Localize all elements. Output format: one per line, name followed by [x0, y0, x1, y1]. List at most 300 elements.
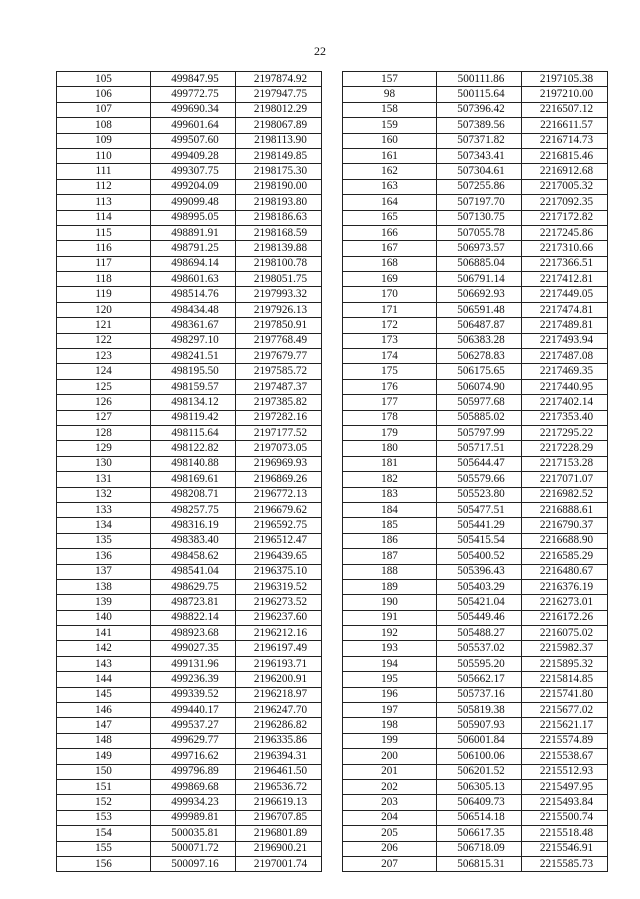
x-coordinate-cell: 505885.02 — [437, 410, 522, 425]
x-coordinate-cell: 506383.28 — [437, 333, 522, 348]
y-coordinate-cell: 2197282.16 — [236, 410, 322, 425]
y-coordinate-cell: 2215574.89 — [522, 733, 608, 748]
point-id-cell: 203 — [343, 795, 437, 810]
point-id-cell: 143 — [57, 656, 151, 671]
point-id-cell: 167 — [343, 241, 437, 256]
table-row — [57, 856, 322, 871]
point-id-cell: 206 — [343, 841, 437, 856]
y-coordinate-cell: 2215982.37 — [522, 641, 608, 656]
y-coordinate-cell: 2197947.75 — [236, 87, 322, 102]
x-coordinate-cell: 505977.68 — [437, 395, 522, 410]
table-row — [343, 425, 608, 440]
y-coordinate-cell: 2215493.84 — [522, 795, 608, 810]
point-id-cell: 157 — [343, 72, 437, 87]
y-coordinate-cell: 2196900.21 — [236, 841, 322, 856]
y-coordinate-cell: 2197926.13 — [236, 302, 322, 317]
point-id-cell: 195 — [343, 672, 437, 687]
table-row — [343, 133, 608, 148]
point-id-cell: 149 — [57, 749, 151, 764]
y-coordinate-cell: 2197874.92 — [236, 72, 322, 87]
x-coordinate-cell: 506815.31 — [437, 856, 522, 871]
table-row — [57, 841, 322, 856]
table-row — [57, 810, 322, 825]
x-coordinate-cell: 498257.75 — [151, 502, 236, 517]
point-id-cell: 182 — [343, 472, 437, 487]
y-coordinate-cell: 2216273.01 — [522, 595, 608, 610]
y-coordinate-cell: 2196592.75 — [236, 518, 322, 533]
x-coordinate-cell: 498891.91 — [151, 225, 236, 240]
y-coordinate-cell: 2217245.86 — [522, 225, 608, 240]
x-coordinate-cell: 505396.43 — [437, 564, 522, 579]
x-coordinate-cell: 505537.02 — [437, 641, 522, 656]
point-id-cell: 200 — [343, 749, 437, 764]
table-row — [343, 456, 608, 471]
y-coordinate-cell: 2217469.35 — [522, 364, 608, 379]
point-id-cell: 174 — [343, 349, 437, 364]
y-coordinate-cell: 2196512.47 — [236, 533, 322, 548]
y-coordinate-cell: 2196200.91 — [236, 672, 322, 687]
table-row — [57, 564, 322, 579]
table-row — [343, 826, 608, 841]
table-row — [343, 641, 608, 656]
y-coordinate-cell: 2216714.73 — [522, 133, 608, 148]
y-coordinate-cell: 2217172.82 — [522, 210, 608, 225]
x-coordinate-cell: 506973.57 — [437, 241, 522, 256]
point-id-cell: 128 — [57, 425, 151, 440]
y-coordinate-cell: 2217228.29 — [522, 441, 608, 456]
y-coordinate-cell: 2215677.02 — [522, 703, 608, 718]
point-id-cell: 131 — [57, 472, 151, 487]
table-row — [57, 656, 322, 671]
x-coordinate-cell: 505737.16 — [437, 687, 522, 702]
point-id-cell: 186 — [343, 533, 437, 548]
point-id-cell: 153 — [57, 810, 151, 825]
x-coordinate-cell: 506409.73 — [437, 795, 522, 810]
point-id-cell: 125 — [57, 379, 151, 394]
point-id-cell: 165 — [343, 210, 437, 225]
point-id-cell: 160 — [343, 133, 437, 148]
point-id-cell: 138 — [57, 579, 151, 594]
y-coordinate-cell: 2197487.37 — [236, 379, 322, 394]
x-coordinate-cell: 506278.83 — [437, 349, 522, 364]
y-coordinate-cell: 2198051.75 — [236, 272, 322, 287]
table-row — [57, 456, 322, 471]
point-id-cell: 126 — [57, 395, 151, 410]
table-row — [343, 287, 608, 302]
x-coordinate-cell: 498434.48 — [151, 302, 236, 317]
table-row — [343, 102, 608, 117]
y-coordinate-cell: 2196439.65 — [236, 549, 322, 564]
x-coordinate-cell: 506591.48 — [437, 302, 522, 317]
table-row — [57, 641, 322, 656]
y-coordinate-cell: 2216480.67 — [522, 564, 608, 579]
y-coordinate-cell: 2217487.08 — [522, 349, 608, 364]
coordinate-table-right — [342, 71, 608, 872]
x-coordinate-cell: 499629.77 — [151, 733, 236, 748]
table-row — [343, 764, 608, 779]
table-row — [57, 795, 322, 810]
table-row — [57, 749, 322, 764]
y-coordinate-cell: 2198175.30 — [236, 164, 322, 179]
table-row — [343, 733, 608, 748]
point-id-cell: 192 — [343, 626, 437, 641]
y-coordinate-cell: 2197679.77 — [236, 349, 322, 364]
point-id-cell: 116 — [57, 241, 151, 256]
y-coordinate-cell: 2196461.50 — [236, 764, 322, 779]
y-coordinate-cell: 2215741.80 — [522, 687, 608, 702]
table-row — [343, 564, 608, 579]
y-coordinate-cell: 2196247.70 — [236, 703, 322, 718]
x-coordinate-cell: 505477.51 — [437, 502, 522, 517]
table-row — [343, 395, 608, 410]
table-row — [343, 610, 608, 625]
y-coordinate-cell: 2215895.32 — [522, 656, 608, 671]
x-coordinate-cell: 507371.82 — [437, 133, 522, 148]
y-coordinate-cell: 2198193.80 — [236, 195, 322, 210]
y-coordinate-cell: 2215585.73 — [522, 856, 608, 871]
x-coordinate-cell: 505400.52 — [437, 549, 522, 564]
table-row — [343, 256, 608, 271]
point-id-cell: 152 — [57, 795, 151, 810]
point-id-cell: 124 — [57, 364, 151, 379]
x-coordinate-cell: 498122.82 — [151, 441, 236, 456]
point-id-cell: 177 — [343, 395, 437, 410]
point-id-cell: 194 — [343, 656, 437, 671]
x-coordinate-cell: 498791.25 — [151, 241, 236, 256]
point-id-cell: 173 — [343, 333, 437, 348]
x-coordinate-cell: 506885.04 — [437, 256, 522, 271]
y-coordinate-cell: 2217402.14 — [522, 395, 608, 410]
point-id-cell: 150 — [57, 764, 151, 779]
y-coordinate-cell: 2196273.52 — [236, 595, 322, 610]
x-coordinate-cell: 498195.50 — [151, 364, 236, 379]
x-coordinate-cell: 499690.34 — [151, 102, 236, 117]
point-id-cell: 178 — [343, 410, 437, 425]
x-coordinate-cell: 505907.93 — [437, 718, 522, 733]
y-coordinate-cell: 2196319.52 — [236, 579, 322, 594]
table-row — [57, 210, 322, 225]
table-row — [343, 148, 608, 163]
x-coordinate-cell: 498541.04 — [151, 564, 236, 579]
table-row — [57, 349, 322, 364]
x-coordinate-cell: 498241.51 — [151, 349, 236, 364]
x-coordinate-cell: 506718.09 — [437, 841, 522, 856]
x-coordinate-cell: 498115.64 — [151, 425, 236, 440]
x-coordinate-cell: 499236.39 — [151, 672, 236, 687]
y-coordinate-cell: 2196286.82 — [236, 718, 322, 733]
x-coordinate-cell: 498822.14 — [151, 610, 236, 625]
point-id-cell: 171 — [343, 302, 437, 317]
table-row — [343, 533, 608, 548]
point-id-cell: 187 — [343, 549, 437, 564]
y-coordinate-cell: 2216611.57 — [522, 118, 608, 133]
point-id-cell: 108 — [57, 118, 151, 133]
point-id-cell: 123 — [57, 349, 151, 364]
point-id-cell: 134 — [57, 518, 151, 533]
y-coordinate-cell: 2197105.38 — [522, 72, 608, 87]
y-coordinate-cell: 2216376.19 — [522, 579, 608, 594]
point-id-cell: 122 — [57, 333, 151, 348]
table-row — [343, 241, 608, 256]
table-row — [57, 779, 322, 794]
y-coordinate-cell: 2196772.13 — [236, 487, 322, 502]
x-coordinate-cell: 506305.13 — [437, 779, 522, 794]
point-id-cell: 188 — [343, 564, 437, 579]
x-coordinate-cell: 505797.99 — [437, 425, 522, 440]
table-row — [343, 164, 608, 179]
x-coordinate-cell: 506001.84 — [437, 733, 522, 748]
table-row — [343, 333, 608, 348]
point-id-cell: 169 — [343, 272, 437, 287]
y-coordinate-cell: 2198186.63 — [236, 210, 322, 225]
x-coordinate-cell: 498208.71 — [151, 487, 236, 502]
table-row — [57, 733, 322, 748]
point-id-cell: 132 — [57, 487, 151, 502]
point-id-cell: 98 — [343, 87, 437, 102]
table-row — [57, 764, 322, 779]
y-coordinate-cell: 2217474.81 — [522, 302, 608, 317]
x-coordinate-cell: 498159.57 — [151, 379, 236, 394]
point-id-cell: 113 — [57, 195, 151, 210]
x-coordinate-cell: 498361.67 — [151, 318, 236, 333]
x-coordinate-cell: 506074.90 — [437, 379, 522, 394]
table-row — [57, 72, 322, 87]
y-coordinate-cell: 2197177.52 — [236, 425, 322, 440]
table-row — [57, 164, 322, 179]
x-coordinate-cell: 499204.09 — [151, 179, 236, 194]
point-id-cell: 189 — [343, 579, 437, 594]
point-id-cell: 168 — [343, 256, 437, 271]
y-coordinate-cell: 2216982.52 — [522, 487, 608, 502]
table-row — [343, 672, 608, 687]
table-row — [57, 395, 322, 410]
x-coordinate-cell: 498694.14 — [151, 256, 236, 271]
x-coordinate-cell: 506791.14 — [437, 272, 522, 287]
point-id-cell: 176 — [343, 379, 437, 394]
x-coordinate-cell: 498383.40 — [151, 533, 236, 548]
table-row — [343, 210, 608, 225]
x-coordinate-cell: 507396.42 — [437, 102, 522, 117]
table-row — [57, 302, 322, 317]
y-coordinate-cell: 2197768.49 — [236, 333, 322, 348]
y-coordinate-cell: 2216912.68 — [522, 164, 608, 179]
x-coordinate-cell: 498316.19 — [151, 518, 236, 533]
table-row — [57, 379, 322, 394]
table-row — [343, 272, 608, 287]
y-coordinate-cell: 2216075.02 — [522, 626, 608, 641]
y-coordinate-cell: 2196707.85 — [236, 810, 322, 825]
table-row — [57, 133, 322, 148]
table-row — [343, 856, 608, 871]
y-coordinate-cell: 2196237.60 — [236, 610, 322, 625]
y-coordinate-cell: 2216507.12 — [522, 102, 608, 117]
table-row — [57, 148, 322, 163]
table-row — [343, 795, 608, 810]
x-coordinate-cell: 505595.20 — [437, 656, 522, 671]
x-coordinate-cell: 499027.35 — [151, 641, 236, 656]
x-coordinate-cell: 498629.75 — [151, 579, 236, 594]
table-row — [343, 318, 608, 333]
x-coordinate-cell: 498140.88 — [151, 456, 236, 471]
point-id-cell: 144 — [57, 672, 151, 687]
x-coordinate-cell: 500115.64 — [437, 87, 522, 102]
table-row — [343, 841, 608, 856]
point-id-cell: 175 — [343, 364, 437, 379]
y-coordinate-cell: 2197210.00 — [522, 87, 608, 102]
y-coordinate-cell: 2196679.62 — [236, 502, 322, 517]
x-coordinate-cell: 498923.68 — [151, 626, 236, 641]
point-id-cell: 159 — [343, 118, 437, 133]
table-row — [57, 333, 322, 348]
x-coordinate-cell: 507304.61 — [437, 164, 522, 179]
point-id-cell: 110 — [57, 148, 151, 163]
y-coordinate-cell: 2198168.59 — [236, 225, 322, 240]
y-coordinate-cell: 2217489.81 — [522, 318, 608, 333]
y-coordinate-cell: 2196869.26 — [236, 472, 322, 487]
point-id-cell: 164 — [343, 195, 437, 210]
point-id-cell: 127 — [57, 410, 151, 425]
x-coordinate-cell: 507197.70 — [437, 195, 522, 210]
x-coordinate-cell: 506692.93 — [437, 287, 522, 302]
y-coordinate-cell: 2217412.81 — [522, 272, 608, 287]
table-row — [57, 87, 322, 102]
x-coordinate-cell: 499099.48 — [151, 195, 236, 210]
x-coordinate-cell: 499796.89 — [151, 764, 236, 779]
point-id-cell: 151 — [57, 779, 151, 794]
x-coordinate-cell: 505819.38 — [437, 703, 522, 718]
x-coordinate-cell: 499339.52 — [151, 687, 236, 702]
x-coordinate-cell: 505403.29 — [437, 579, 522, 594]
point-id-cell: 115 — [57, 225, 151, 240]
x-coordinate-cell: 505644.47 — [437, 456, 522, 471]
y-coordinate-cell: 2197993.32 — [236, 287, 322, 302]
point-id-cell: 179 — [343, 425, 437, 440]
x-coordinate-cell: 499772.75 — [151, 87, 236, 102]
table-row — [343, 718, 608, 733]
x-coordinate-cell: 506175.65 — [437, 364, 522, 379]
point-id-cell: 106 — [57, 87, 151, 102]
table-row — [57, 318, 322, 333]
x-coordinate-cell: 507343.41 — [437, 148, 522, 163]
y-coordinate-cell: 2217092.35 — [522, 195, 608, 210]
table-row — [57, 533, 322, 548]
point-id-cell: 105 — [57, 72, 151, 87]
point-id-cell: 161 — [343, 148, 437, 163]
y-coordinate-cell: 2215546.91 — [522, 841, 608, 856]
point-id-cell: 204 — [343, 810, 437, 825]
x-coordinate-cell: 505415.54 — [437, 533, 522, 548]
y-coordinate-cell: 2215518.48 — [522, 826, 608, 841]
x-coordinate-cell: 498601.63 — [151, 272, 236, 287]
table-row — [343, 349, 608, 364]
table-row — [57, 672, 322, 687]
y-coordinate-cell: 2197001.74 — [236, 856, 322, 871]
point-id-cell: 166 — [343, 225, 437, 240]
x-coordinate-cell: 506100.06 — [437, 749, 522, 764]
y-coordinate-cell: 2217295.22 — [522, 425, 608, 440]
x-coordinate-cell: 499989.81 — [151, 810, 236, 825]
point-id-cell: 170 — [343, 287, 437, 302]
point-id-cell: 181 — [343, 456, 437, 471]
y-coordinate-cell: 2217449.05 — [522, 287, 608, 302]
point-id-cell: 119 — [57, 287, 151, 302]
page-number: 22 — [314, 44, 326, 58]
table-row — [57, 287, 322, 302]
point-id-cell: 196 — [343, 687, 437, 702]
y-coordinate-cell: 2217353.40 — [522, 410, 608, 425]
point-id-cell: 140 — [57, 610, 151, 625]
x-coordinate-cell: 499507.60 — [151, 133, 236, 148]
y-coordinate-cell: 2215512.93 — [522, 764, 608, 779]
point-id-cell: 158 — [343, 102, 437, 117]
table-row — [57, 472, 322, 487]
y-coordinate-cell: 2216790.37 — [522, 518, 608, 533]
y-coordinate-cell: 2196212.16 — [236, 626, 322, 641]
x-coordinate-cell: 507255.86 — [437, 179, 522, 194]
table-row — [57, 502, 322, 517]
y-coordinate-cell: 2197385.82 — [236, 395, 322, 410]
point-id-cell: 142 — [57, 641, 151, 656]
y-coordinate-cell: 2215538.67 — [522, 749, 608, 764]
table-row — [343, 626, 608, 641]
point-id-cell: 141 — [57, 626, 151, 641]
table-row — [57, 703, 322, 718]
y-coordinate-cell: 2215500.74 — [522, 810, 608, 825]
point-id-cell: 145 — [57, 687, 151, 702]
point-id-cell: 190 — [343, 595, 437, 610]
table-row — [343, 518, 608, 533]
point-id-cell: 162 — [343, 164, 437, 179]
point-id-cell: 185 — [343, 518, 437, 533]
point-id-cell: 133 — [57, 502, 151, 517]
y-coordinate-cell: 2198113.90 — [236, 133, 322, 148]
y-coordinate-cell: 2217366.51 — [522, 256, 608, 271]
table-row — [57, 118, 322, 133]
x-coordinate-cell: 498723.81 — [151, 595, 236, 610]
table-row — [343, 302, 608, 317]
table-row — [343, 225, 608, 240]
x-coordinate-cell: 505662.17 — [437, 672, 522, 687]
x-coordinate-cell: 506487.87 — [437, 318, 522, 333]
table-row — [57, 225, 322, 240]
y-coordinate-cell: 2196536.72 — [236, 779, 322, 794]
y-coordinate-cell: 2198149.85 — [236, 148, 322, 163]
y-coordinate-cell: 2216585.29 — [522, 549, 608, 564]
y-coordinate-cell: 2198139.88 — [236, 241, 322, 256]
point-id-cell: 114 — [57, 210, 151, 225]
table-row — [57, 195, 322, 210]
x-coordinate-cell: 498134.12 — [151, 395, 236, 410]
table-row — [57, 687, 322, 702]
x-coordinate-cell: 505717.51 — [437, 441, 522, 456]
x-coordinate-cell: 505441.29 — [437, 518, 522, 533]
x-coordinate-cell: 500111.86 — [437, 72, 522, 87]
table-row — [57, 487, 322, 502]
x-coordinate-cell: 499847.95 — [151, 72, 236, 87]
point-id-cell: 184 — [343, 502, 437, 517]
table-row — [57, 579, 322, 594]
table-row — [343, 195, 608, 210]
point-id-cell: 117 — [57, 256, 151, 271]
x-coordinate-cell: 507055.78 — [437, 225, 522, 240]
table-row — [57, 518, 322, 533]
point-id-cell: 107 — [57, 102, 151, 117]
y-coordinate-cell: 2198100.78 — [236, 256, 322, 271]
table-row — [343, 472, 608, 487]
x-coordinate-cell: 498119.42 — [151, 410, 236, 425]
point-id-cell: 137 — [57, 564, 151, 579]
point-id-cell: 109 — [57, 133, 151, 148]
